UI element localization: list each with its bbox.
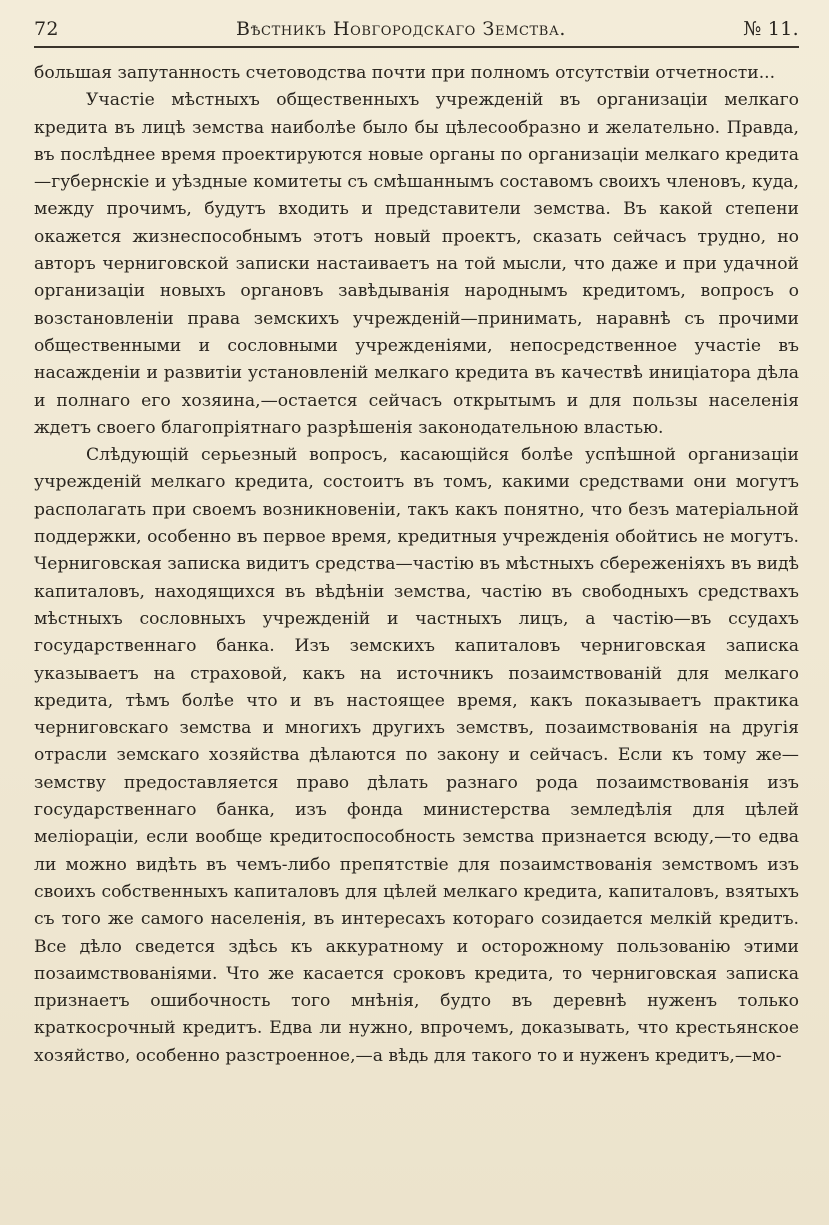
paragraph-local-institutions: Участіе мѣстныхъ общественныхъ учрежденій въ организаціи мелкаго кредита въ лицѣ земства наиболѣе было бы цѣлесообразно и желательно. Правда, въ послѣднее время проектируются новые органы по организаціи мелкаго кредита—губернскіе и уѣздные комитеты съ смѣшаннымъ составомъ своихъ членовъ, куда, между прочимъ, будутъ входить и представители земства. Въ какой степени окажется жизнеспособнымъ этотъ новый проектъ, сказать сейчасъ трудно, но авторъ черниговской записки настаиваетъ на той мысли, что даже и при удачной организаціи новыхъ органовъ завѣдыванія народнымъ кредитомъ, вопросъ о возстановленіи права земскихъ учрежденій—принимать, наравнѣ съ прочими общественными и сословными учрежденіями, непосредственное участіе въ насажденіи и развитіи установленій мелкаго кредита въ качествѣ иниціатора дѣла и полнаго его хозяина,—остается сейчасъ открытымъ и для пользы населенія ждетъ своего благопріятнаго разрѣшенія законодательною властью.: [34, 90, 799, 438]
paragraph-continuation: большая запутанность счетоводства почти при полномъ отсутствіи отчетности...: [34, 63, 776, 83]
issue-number: № 11.: [743, 18, 799, 40]
journal-title: Вѣстникъ Новгородскаго Земства.: [235, 18, 567, 40]
paragraph-funding-question: Слѣдующій серьезный вопросъ, касающійся болѣе успѣшной организаціи учрежденій мелкаго кредита, состоитъ въ томъ, какими средствами они могутъ располагать при своемъ возникновеніи, такъ какъ понятно, что безъ матеріальной поддержки, особенно въ первое время, кредитныя учрежденія обойтись не могутъ. Черниговская записка видитъ средства—частію въ мѣстныхъ сбереженіяхъ въ видѣ капиталовъ, находящихся въ вѣдѣніи земства, частію въ свободныхъ средствахъ мѣстныхъ сословныхъ учрежденій и частныхъ лицъ, а частію—въ ссудахъ государственнаго банка. Изъ земскихъ капиталовъ черниговская записка указываетъ на страховой, какъ на источникъ позаимствованій для мелкаго кредита, тѣмъ болѣе что и въ настоящее время, какъ показываетъ практика черниговскаго земства и многихъ другихъ земствъ, позаимствованія на другія отрасли земскаго хозяйства дѣлаются по закону и сейчасъ. Если къ тому же—земству предоставляется право дѣлать разнаго рода позаимствованія изъ государственнаго банка, изъ фонда министерства земледѣлія для цѣлей меліораціи, если вообще кредитоспособность земства признается всюду,—то едва ли можно видѣть въ чемъ-либо препятствіе для позаимствованія земствомъ изъ своихъ собственныхъ капиталовъ для цѣлей мелкаго кредита, капиталовъ, взятыхъ съ того же самого населенія, въ интересахъ котораго созидается мелкій кредитъ. Все дѣло сведется здѣсь къ аккуратному и осторожному пользованію этими позаимствованіями. Что же касается сроковъ кредита, то черниговская записка признаетъ ошибочность того мнѣнія, будто въ деревнѣ нуженъ только краткосрочный кредитъ. Едва ли нужно, впрочемъ, доказывать, что крестьянское хозяйство, особенно разстроенное,—а вѣдь для такого то и нуженъ кредитъ,—мо-: [34, 445, 799, 1066]
page-number: 72: [34, 18, 59, 40]
article-body: [34, 60, 799, 1070]
running-header: [34, 18, 799, 48]
